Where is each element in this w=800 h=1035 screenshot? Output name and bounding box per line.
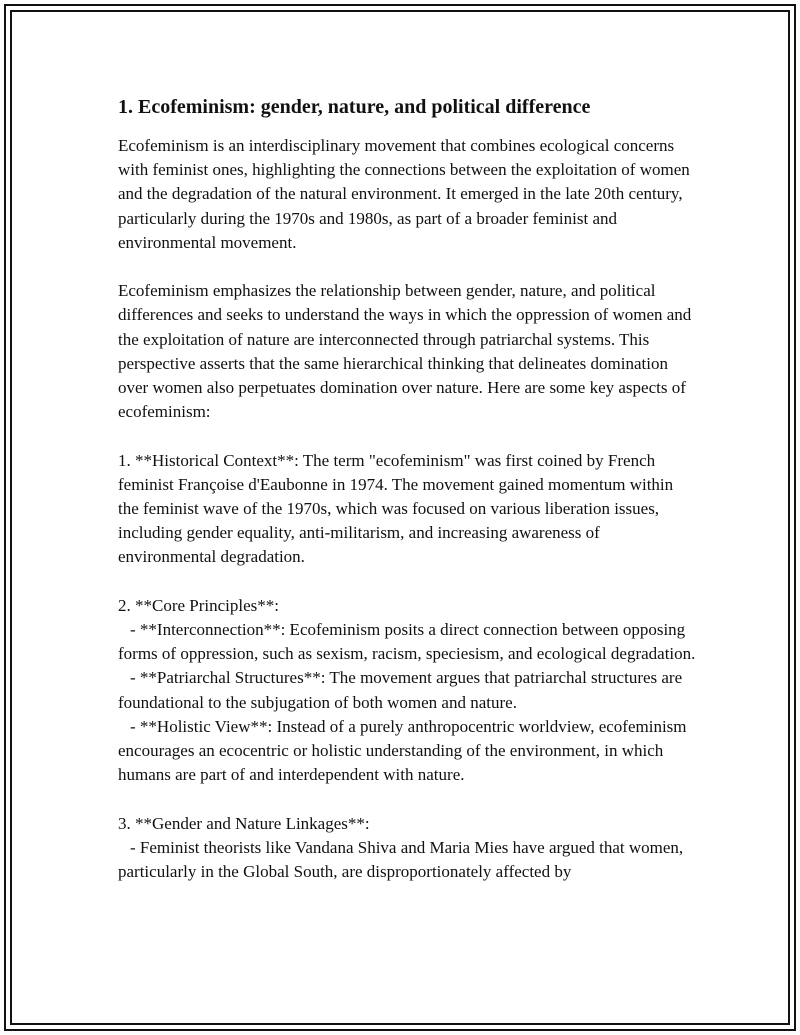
holistic-view-subitem: [118, 715, 698, 788]
document-body: [118, 94, 698, 884]
historical-context-item: 1. **Historical Context**: The term "ecofeminism" was first coined by French feminist Françoise d'Eaubonne in 1974. The movement gained momentum within the feminist wave of the 1970s, which was focused on various liberation issues, including gender equality, anti-militarism, and increasing awareness of environmental degradation.: [118, 450, 678, 567]
holistic-view-text: - **Holistic View**: Instead of a purely anthropocentric worldview, ecofeminism encourages an ecocentric or holistic understanding of the environment, in which humans are part of and interdependent with nature.: [118, 716, 691, 785]
interconnection-text: - **Interconnection**: Ecofeminism posits a direct connection between opposing forms of oppression, such as sexism, racism, speciesism, and ecological degradation.: [118, 620, 696, 664]
core-principles-heading: 2. **Core Principles**:: [118, 595, 280, 615]
patriarchal-structures-text: - **Patriarchal Structures**: The movement argues that patriarchal structures are foundational to the subjugation of both women and nature.: [118, 668, 687, 712]
gender-nature-heading: 3. **Gender and Nature Linkages**:: [118, 813, 370, 833]
intro-paragraph: Ecofeminism is an interdisciplinary movement that combines ecological concerns with feminist ones, highlighting the connections between the exploitation of women and the degradation of the natural environment. It emerged in the late 20th century, particularly during the 1970s and 1980s, as part of a broader feminist and environmental movement.: [118, 136, 694, 252]
interconnection-subitem: [118, 618, 698, 666]
feminist-theorists-subitem: [118, 836, 698, 884]
patriarchal-structures-subitem: [118, 666, 698, 714]
section-heading: 1. Ecofeminism: gender, nature, and political difference: [118, 96, 591, 118]
feminist-theorists-text: - Feminist theorists like Vandana Shiva and Maria Mies have argued that women, particularly in the Global South, are disproportionately affected by: [118, 837, 688, 882]
relationship-paragraph: Ecofeminism emphasizes the relationship between gender, nature, and political differences and seeks to understand the ways in which the oppression of women and the exploitation of nature are interconnected through patriarchal systems. This perspective asserts that the same hierarchical thinking that delineates domination over women also perpetuates domination over nature. Here are some key aspects of ecofeminism:: [118, 281, 696, 422]
